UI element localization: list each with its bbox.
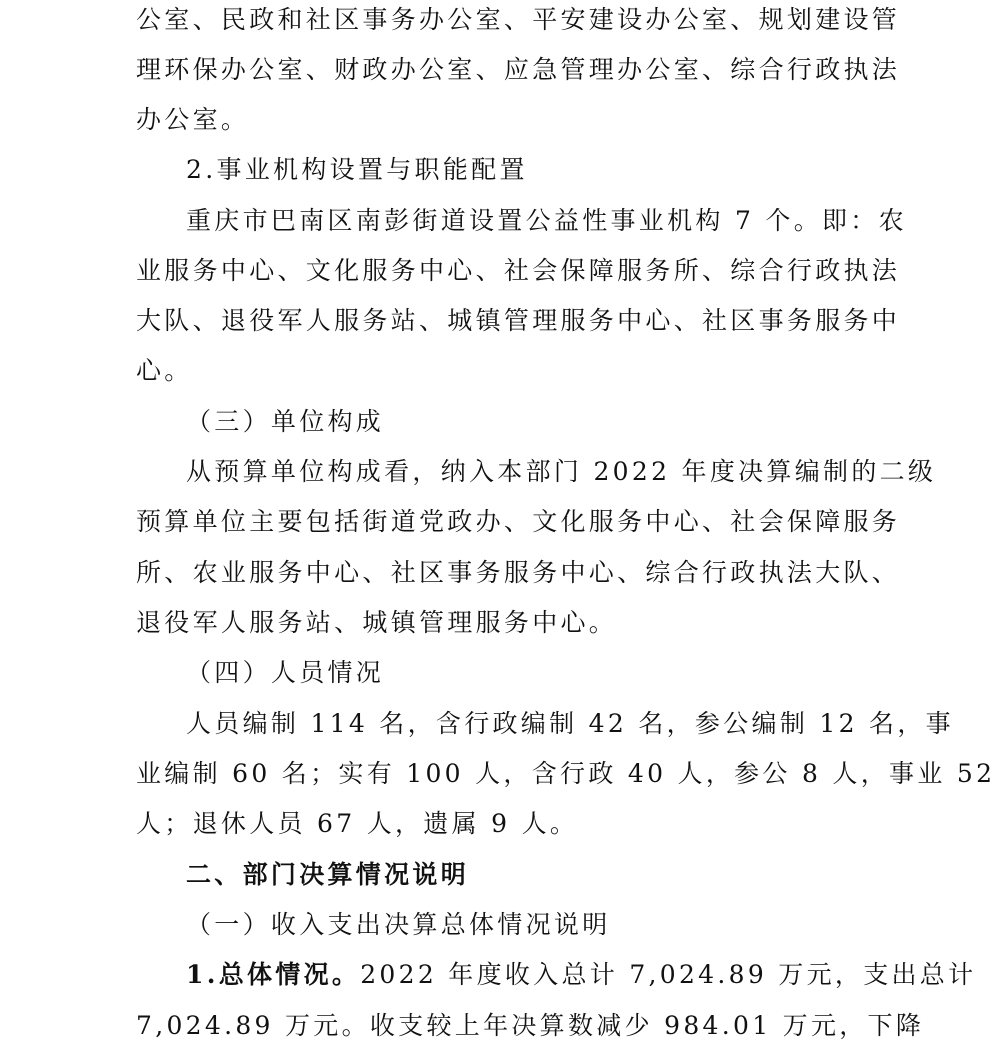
paragraph-line: 重庆市巴南区南彭街道设置公益性事业机构 7 个。即：农	[186, 206, 907, 235]
bold-lead: 1.总体情况。	[186, 960, 361, 989]
paragraph-line: 人；退休人员 67 人，遗属 9 人。	[136, 809, 579, 838]
paragraph-line	[186, 960, 977, 990]
paragraph-line: 心。	[136, 356, 193, 385]
section-heading: （四）人员情况	[186, 658, 385, 687]
paragraph-line: 7,024.89 万元。收支较上年决算数减少 984.01 万元，下降	[136, 1011, 925, 1040]
paragraph-line: 业服务中心、文化服务中心、社会保障服务所、综合行政执法	[136, 256, 901, 285]
paragraph-line: 业编制 60 名；实有 100 人，含行政 40 人，参公 8 人，事业 52	[136, 759, 996, 788]
paragraph-text: 2022 年度收入总计 7,024.89 万元，支出总计	[360, 960, 977, 989]
paragraph-line: 退役军人服务站、城镇管理服务中心。	[136, 608, 618, 637]
subsection-heading: 2.事业机构设置与职能配置	[186, 155, 528, 184]
section-heading: （一）收入支出决算总体情况说明	[186, 910, 611, 939]
paragraph-line: 从预算单位构成看，纳入本部门 2022 年度决算编制的二级	[186, 457, 937, 486]
paragraph-line: 预算单位主要包括街道党政办、文化服务中心、社会保障服务	[136, 507, 901, 536]
paragraph-line: 所、农业服务中心、社区事务服务中心、综合行政执法大队、	[136, 558, 901, 587]
chapter-heading: 二、部门决算情况说明	[186, 860, 470, 889]
paragraph-line: 大队、退役军人服务站、城镇管理服务中心、社区事务服务中	[136, 306, 901, 335]
section-heading: （三）单位构成	[186, 407, 385, 436]
paragraph-line: 理环保办公室、财政办公室、应急管理办公室、综合行政执法	[136, 55, 901, 84]
paragraph-line: 办公室。	[136, 105, 250, 134]
paragraph-line: 人员编制 114 名，含行政编制 42 名，参公编制 12 名，事	[186, 709, 954, 738]
paragraph-line: 公室、民政和社区事务办公室、平安建设办公室、规划建设管	[136, 5, 901, 34]
